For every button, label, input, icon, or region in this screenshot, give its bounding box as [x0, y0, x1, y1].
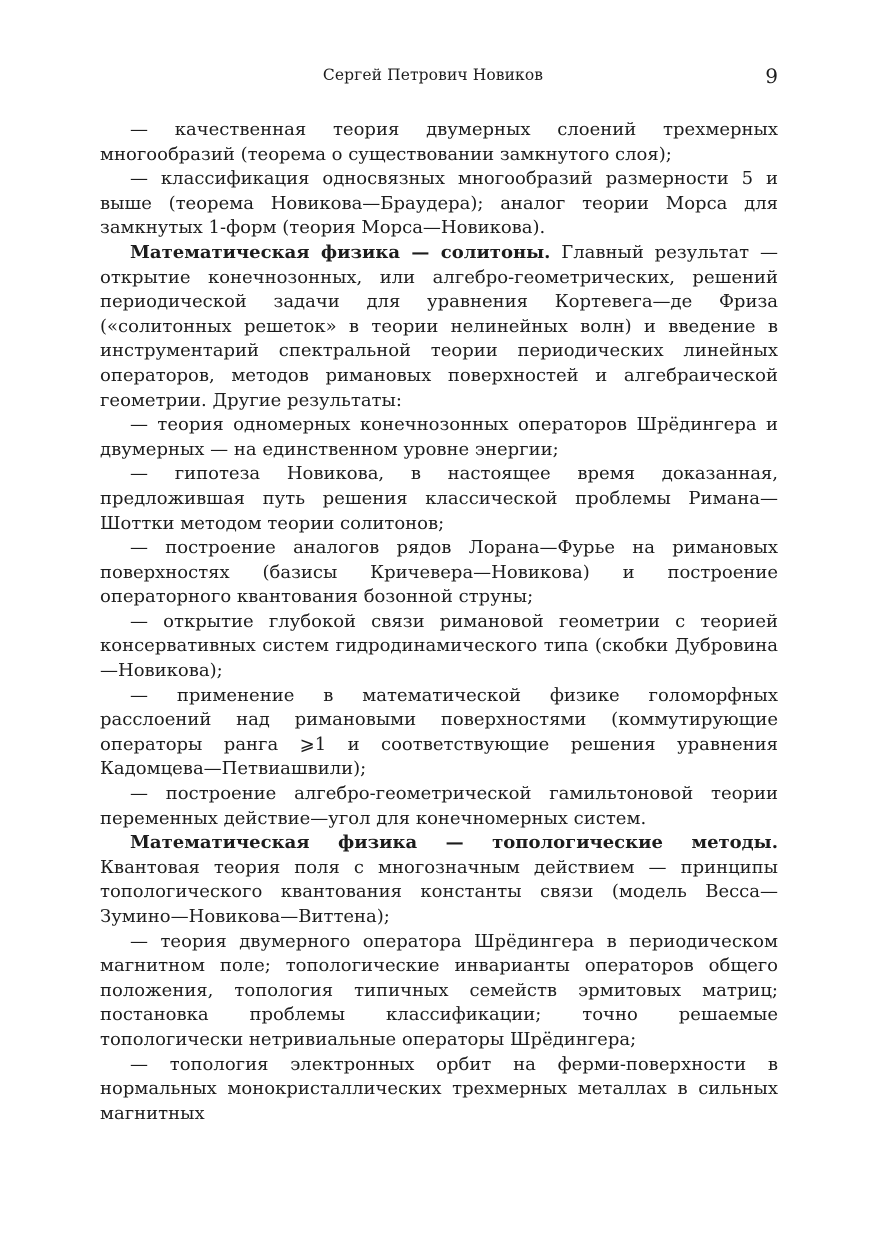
paragraph-text: — топология электронных орбит на ферми-поверхности в нормальных монокристаллических трехмерных металлах в сильных магнитных — [100, 1053, 778, 1124]
paragraph-text: — теория двумерного оператора Шрёдингера в периодическом магнитном поле; топологические инварианты операторов общего положения, топология типичных семейств эрмитовых матриц; постановка проблемы классификации; точно решаемые топологически нетривиальные операторы Шрёдингера; — [100, 930, 778, 1050]
running-head — [0, 64, 876, 92]
paragraph-bullet-hydrodynamic — [100, 610, 778, 684]
paragraph-bullet-holomorphic-bundles — [100, 684, 778, 782]
section-solitons — [100, 241, 778, 413]
paragraph-text: — применение в математической физике голоморфных расслоений над римановыми поверхностями (коммутирующие операторы ранга ⩾1 и соответствующие решения уравнения Кадомцева—Петвиашвили); — [100, 684, 778, 780]
paragraph-text: — классификация односвязных многообразий размерности 5 и выше (теорема Новикова—Браудера); аналог теории Морса для замкнутых 1-форм (теория Морса—Новикова). — [100, 168, 778, 239]
paragraph-bullet-finite-gap — [100, 413, 778, 462]
paragraph-bullet-magnetic-schrodinger — [100, 930, 778, 1053]
paragraph-bullet-novikov-conjecture — [100, 462, 778, 536]
paragraph-bullet-action-angle — [100, 782, 778, 831]
body-text — [100, 118, 778, 1126]
paragraph-text: Главный результат — открытие конечнозонных, или алгебро-геометрических, решений периодической задачи для уравнения Кортевега—де Фриза («солитонных решеток» в теории нелинейных волн) и введение в инструментарий спектральной теории периодических линейных операторов, методов римановых поверхностей и алгебраической геометрии. Другие результаты: — [100, 241, 778, 411]
paragraph-text: Квантовая теория поля с многозначным действием — принципы топологического квантования константы связи (модель Весса—Зумино—Новикова—Виттена); — [100, 856, 778, 927]
paragraph-text: — качественная теория двумерных слоений трехмерных многообразий (теорема о существовании замкнутого слоя); — [100, 119, 778, 165]
section-topological-methods — [100, 831, 778, 929]
page-number: 9 — [765, 64, 778, 88]
paragraph-bullet-laurent-fourier — [100, 536, 778, 610]
paragraph-text: — открытие глубокой связи римановой геометрии с теорией консервативных систем гидродинамического типа (скобки Дубровина—Новикова); — [100, 610, 778, 682]
paragraph-text: — построение аналогов рядов Лорана—Фурье на римановых поверхностях (базисы Кричевера—Новикова) и построение операторного квантования бозонной струны; — [100, 537, 778, 608]
section-heading-solitons: Математическая физика — солитоны. — [130, 241, 551, 263]
paragraph-text: — гипотеза Новикова, в настоящее время доказанная, предложившая путь решения классической проблемы Римана—Шоттки методом теории солитонов; — [100, 463, 778, 534]
section-heading-topological: Математическая физика — топологические методы. — [130, 832, 778, 854]
running-title: Сергей Петрович Новиков — [322, 66, 544, 84]
paragraph-text: — построение алгебро-геометрической гамильтоновой теории переменных действие—угол для конечномерных систем. — [100, 783, 778, 829]
paragraph-bullet-fermi-surface — [100, 1053, 778, 1127]
paragraph-text: — теория одномерных конечнозонных операторов Шрёдингера и двумерных — на единственном уровне энергии; — [100, 414, 778, 460]
paragraph-bullet-classification — [100, 167, 778, 241]
paragraph-bullet-foliations — [100, 118, 778, 167]
